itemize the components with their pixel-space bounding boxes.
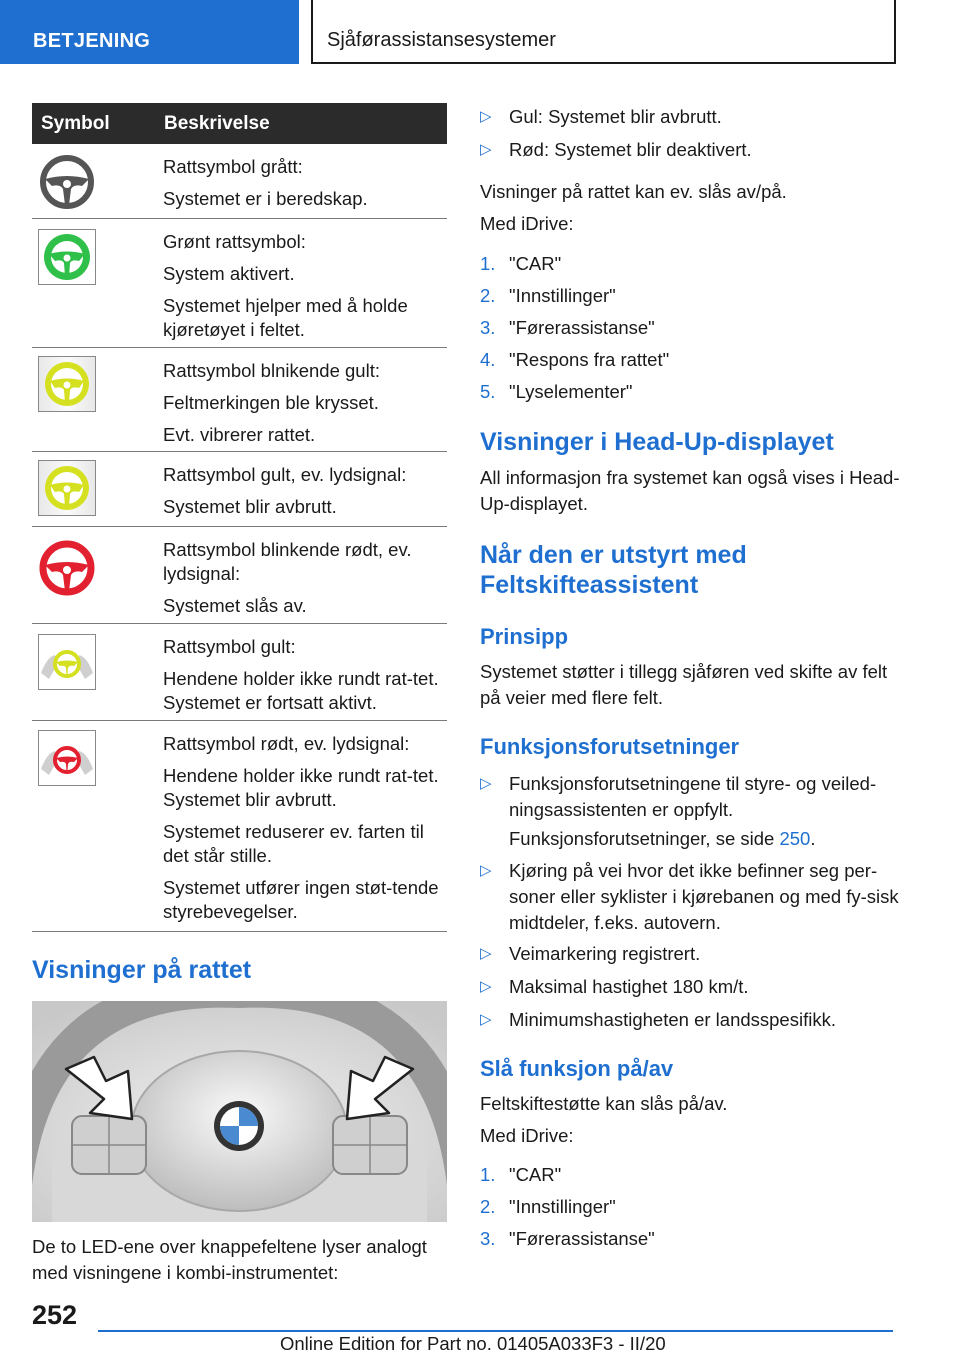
list-item: 2. "Innstillinger" bbox=[480, 285, 616, 306]
heading-toggle: Slå funksjon på/av bbox=[480, 1056, 674, 1081]
list-item: ▷ Minimumshastigheten er landsspesifikk. bbox=[480, 1007, 900, 1033]
steering-wheel-green-icon bbox=[39, 230, 95, 284]
triangle-bullet-icon: ▷ bbox=[480, 862, 492, 879]
steering-wheel-illustration bbox=[32, 1001, 447, 1222]
list-item: ▷ Kjøring på vei hvor det ikke befinner seg per-soner eller syklister i kjørebanen og med fy-sisk midtdeler, f.eks. autovern. bbox=[480, 860, 899, 933]
row-description: Rattsymbol gult: Hendene holder ikke rundt rat-tet. Systemet er fortsatt aktivt. bbox=[163, 636, 439, 713]
symbol-table bbox=[32, 103, 447, 932]
section-tab bbox=[0, 0, 299, 64]
list-item: ▷ Maksimal hastighet 180 km/t. bbox=[480, 974, 900, 1000]
list-item: 1. "CAR" bbox=[480, 253, 562, 274]
table-header bbox=[32, 103, 447, 144]
col-desc-header: Beskrivelse bbox=[164, 113, 270, 134]
table-row bbox=[32, 144, 447, 219]
list-item: 4. "Respons fra rattet" bbox=[480, 349, 670, 370]
triangle-bullet-icon: ▷ bbox=[480, 978, 492, 995]
list-item: 2. "Innstillinger" bbox=[480, 1196, 616, 1217]
footer-edition: Online Edition for Part no. 01405A033F3 - II/20 bbox=[280, 1333, 666, 1354]
triangle-bullet-icon: ▷ bbox=[480, 141, 492, 158]
steering-wheel-gray-icon bbox=[38, 153, 96, 211]
row-description: Rattsymbol rødt, ev. lydsignal: Hendene holder ikke rundt rat-tet. Systemet blir avbrutt. Systemet reduserer ev. farten til det står stille. Systemet utfører ingen støt-tende styrebevegelser. bbox=[163, 733, 439, 922]
section-title: BETJENING bbox=[33, 30, 151, 52]
triangle-bullet-icon: ▷ bbox=[480, 775, 492, 792]
list-item: 3. "Førerassistanse" bbox=[480, 1228, 655, 1249]
triangle-bullet-icon: ▷ bbox=[480, 108, 492, 125]
heading-principle: Prinsipp bbox=[480, 624, 569, 649]
list-item: 5. "Lyselementer" bbox=[480, 381, 633, 402]
row-description: Grønt rattsymbol: System aktivert. Systemet hjelper med å holde kjøretøyet i feltet. bbox=[163, 231, 408, 340]
chapter-title: Sjåførassistansesystemer bbox=[327, 29, 556, 51]
steering-wheel-photo bbox=[32, 1001, 447, 1222]
row-description: Rattsymbol gult, ev. lydsignal: Systemet blir avbrutt. bbox=[163, 464, 407, 517]
col-symbol-header: Symbol bbox=[41, 113, 110, 134]
table-row bbox=[32, 219, 447, 348]
steering-wheel-yellow-blink-icon bbox=[39, 357, 95, 411]
heading-steering-displays: Visninger på rattet bbox=[32, 956, 252, 984]
paragraph: Med iDrive: bbox=[480, 213, 574, 234]
table-row bbox=[32, 452, 447, 527]
triangle-bullet-icon: ▷ bbox=[480, 1011, 492, 1028]
paragraph: Visninger på rattet kan ev. slås av/på. bbox=[480, 181, 787, 202]
list-item: ▷ Funksjonsforutsetningene til styre- og veiled-ningsassistenten er oppfylt. bbox=[480, 773, 877, 820]
table-row bbox=[32, 721, 447, 932]
heading-hud: Visninger i Head-Up-displayet bbox=[480, 428, 834, 456]
row-description: Rattsymbol blnikende gult: Feltmerkingen ble krysset. Evt. vibrerer rattet. bbox=[163, 360, 380, 445]
list-item: ▷ Gul: Systemet blir avbrutt. bbox=[480, 104, 900, 130]
steering-wheel-yellow-blink-icon-frame bbox=[38, 356, 96, 412]
steering-wheel-green-icon-frame bbox=[38, 229, 96, 285]
list-item: ▷ Veimarkering registrert. bbox=[480, 941, 900, 967]
list-item: 3. "Førerassistanse" bbox=[480, 317, 655, 338]
triangle-bullet-icon: ▷ bbox=[480, 945, 492, 962]
table-row bbox=[32, 348, 447, 452]
row-description: Rattsymbol grått: Systemet er i beredskap. bbox=[163, 156, 368, 209]
table-row bbox=[32, 624, 447, 721]
steering-wheel-yellow-icon-frame bbox=[38, 460, 96, 516]
page-number: 252 bbox=[32, 1300, 78, 1330]
footer-divider bbox=[98, 1330, 893, 1332]
hands-off-red-icon bbox=[39, 731, 95, 785]
hands-off-yellow-icon bbox=[39, 635, 95, 689]
row-description: Rattsymbol blinkende rødt, ev. lydsignal: Systemet slås av. bbox=[163, 539, 412, 616]
list-item: 1. "CAR" bbox=[480, 1164, 562, 1185]
led-caption: De to LED-ene over knappefeltene lyser analogt med visningene i kombi-instrumentet: bbox=[32, 1236, 427, 1283]
steering-wheel-red-blink-icon bbox=[38, 539, 96, 597]
hands-off-red-icon-frame bbox=[38, 730, 96, 786]
steering-wheel-yellow-icon bbox=[39, 461, 95, 515]
table-row bbox=[32, 527, 447, 624]
paragraph: All informasjon fra systemet kan også vises i Head-Up-displayet. bbox=[480, 467, 900, 514]
heading-requirements: Funksjonsforutsetninger bbox=[480, 734, 740, 759]
paragraph: Med iDrive: bbox=[480, 1125, 574, 1146]
heading-lane-change: Når den er utstyrt med Feltskifteassistent bbox=[480, 541, 747, 599]
list-item: ▷ Rød: Systemet blir deaktivert. bbox=[480, 137, 900, 163]
paragraph: Feltskiftestøtte kan slås på/av. bbox=[480, 1093, 728, 1114]
list-item: Funksjonsforutsetninger, se side 250. bbox=[509, 828, 816, 849]
hands-off-yellow-icon-frame bbox=[38, 634, 96, 690]
page-link[interactable]: 250 bbox=[779, 828, 811, 849]
paragraph: Systemet støtter i tillegg sjåføren ved skifte av felt på veier med flere felt. bbox=[480, 661, 888, 708]
chapter-tab bbox=[311, 0, 896, 64]
